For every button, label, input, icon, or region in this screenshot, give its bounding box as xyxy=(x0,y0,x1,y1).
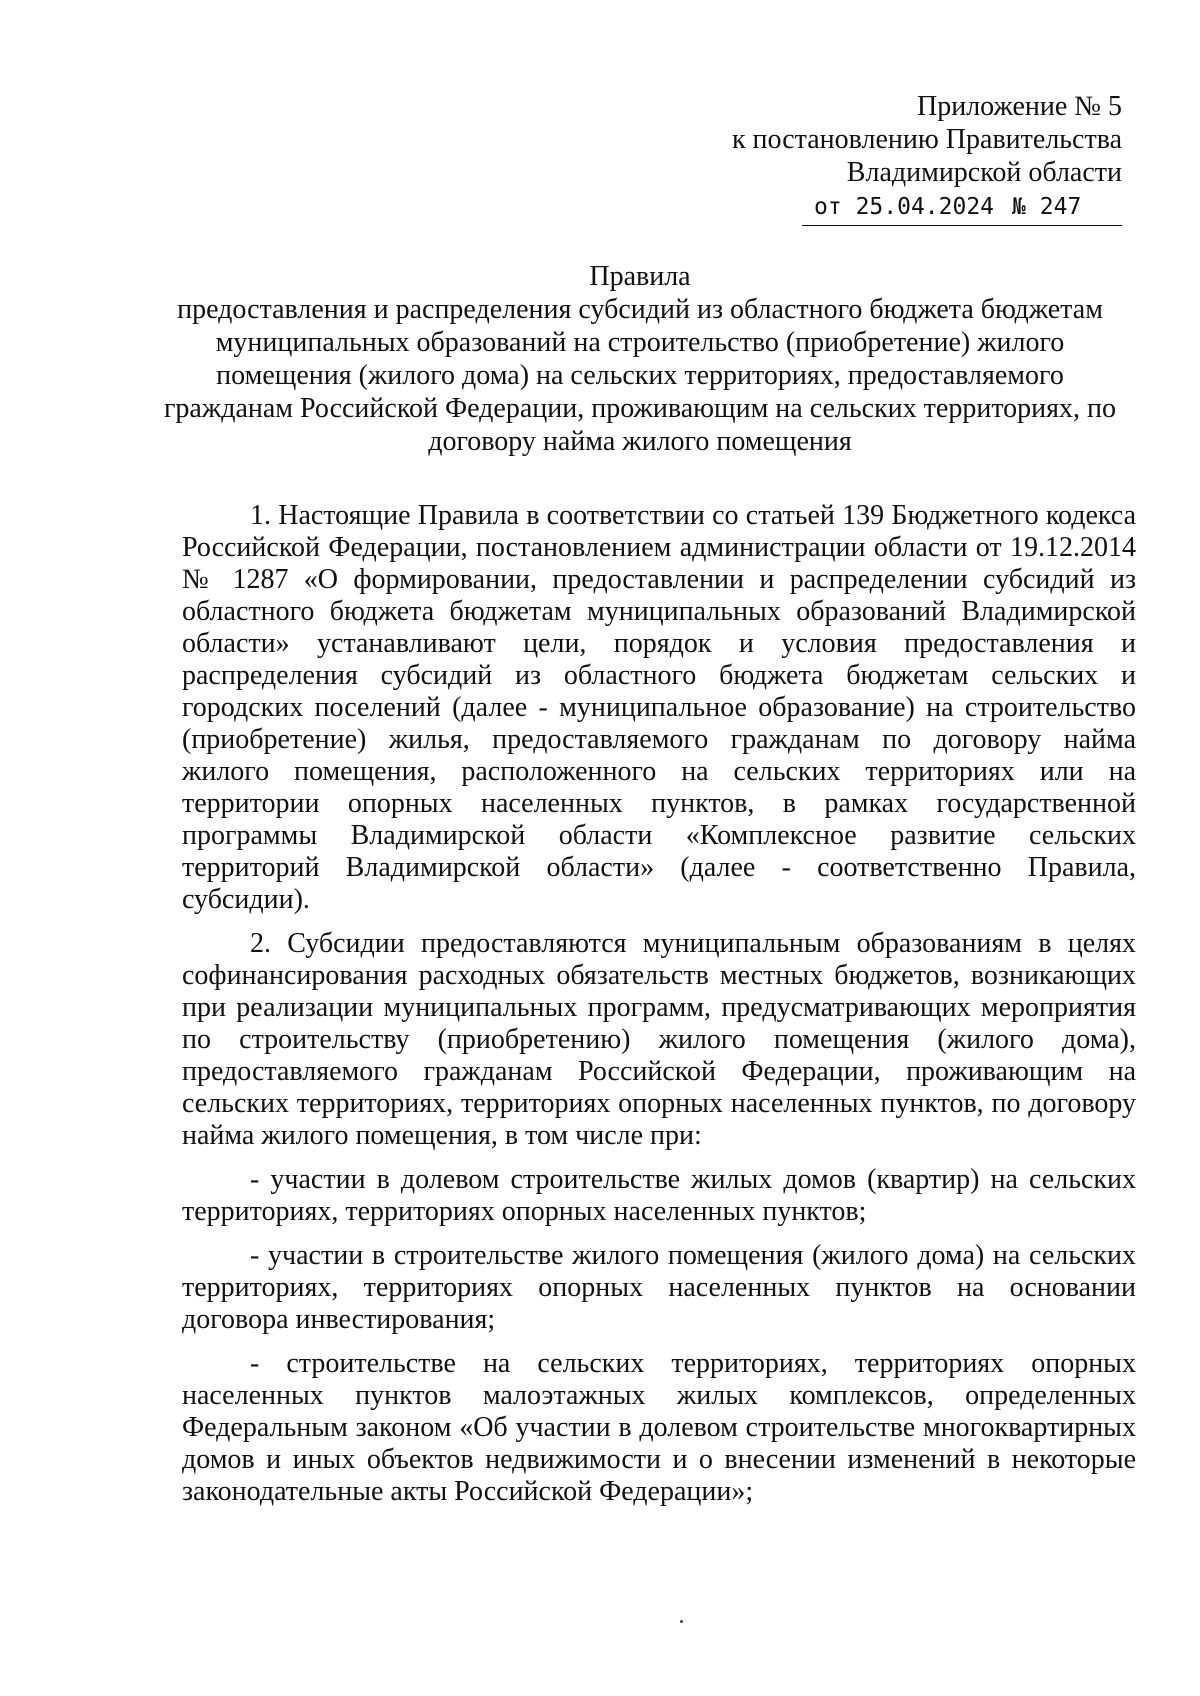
title-line: помещения (жилого дома) на сельских территориях, предоставляемого xyxy=(216,360,1064,391)
list-item-shared-construction: - участии в долевом строительстве жилых домов (квартир) на сельских территориях, территориях опорных населенных пунктов; xyxy=(182,1164,1136,1227)
document-title xyxy=(160,260,1120,458)
paragraph-1: 1. Настоящие Правила в соответствии со статьей 139 Бюджетного кодекса Российской Федерации, постановлением администрации области от 19.12.2014 № 1287 «О формировании, предоставлении и распределении субсидий из областного бюджета бюджетам муниципальных образований Владимирской области» устанавливают цели, порядок и условия предоставления и распределения субсидий из областного бюджета бюджетам сельских и городских поселений (далее - муниципальное образование) на строительство (приобретение) жилья, предоставляемого гражданам по договору найма жилого помещения, расположенного на сельских территориях или на территории опорных населенных пунктов, в рамках государственной программы Владимирской области «Комплексное развитие сельских территорий Владимирской области» (далее - соответственно Правила, субсидии). xyxy=(182,500,1136,915)
appendix-resolution-ref: к постановлению Правительства xyxy=(731,124,1122,155)
title-line: договору найма жилого помещения xyxy=(428,426,852,457)
number-sign: № xyxy=(1012,194,1026,220)
list-item-investment-contract: - участии в строительстве жилого помещения (жилого дома) на сельских территориях, территориях опорных населенных пунктов на основании договора инвестирования; xyxy=(182,1240,1136,1335)
title-heading: Правила xyxy=(589,261,691,292)
appendix-region: Владимирской области xyxy=(846,157,1122,188)
resolution-date-line xyxy=(802,192,1122,226)
title-line: муниципальных образований на строительство (приобретение) жилого xyxy=(215,327,1065,358)
appendix-number: Приложение № 5 xyxy=(917,91,1122,122)
title-line: гражданам Российской Федерации, проживающим на сельских территориях, по xyxy=(163,393,1117,424)
date-prefix: от xyxy=(814,194,842,220)
scan-speck xyxy=(680,1620,683,1623)
resolution-number: 247 xyxy=(1039,194,1082,220)
title-line: предоставления и распределения субсидий из областного бюджета бюджетам xyxy=(177,294,1103,325)
paragraph-2: 2. Субсидии предоставляются муниципальным образованиям в целях софинансирования расходных обязательств местных бюджетов, возникающих при реализации муниципальных программ, предусматривающих мероприятия по строительству (приобретению) жилого помещения (жилого дома), предоставляемого гражданам Российской Федерации, проживающим на сельских территориях, территориях опорных населенных пунктов, по договору найма жилого помещения, в том числе при: xyxy=(182,928,1136,1151)
list-item-low-rise-complexes: - строительстве на сельских территориях, территориях опорных населенных пунктов малоэтажных жилых комплексов, определенных Федеральным законом «Об участии в долевом строительстве многоквартирных домов и иных объектов недвижимости и о внесении изменений в некоторые законодательные акты Российской Федерации»; xyxy=(182,1348,1136,1507)
document-body xyxy=(182,500,1136,1508)
resolution-date: 25.04.2024 xyxy=(855,194,995,220)
appendix-header xyxy=(732,90,1122,226)
